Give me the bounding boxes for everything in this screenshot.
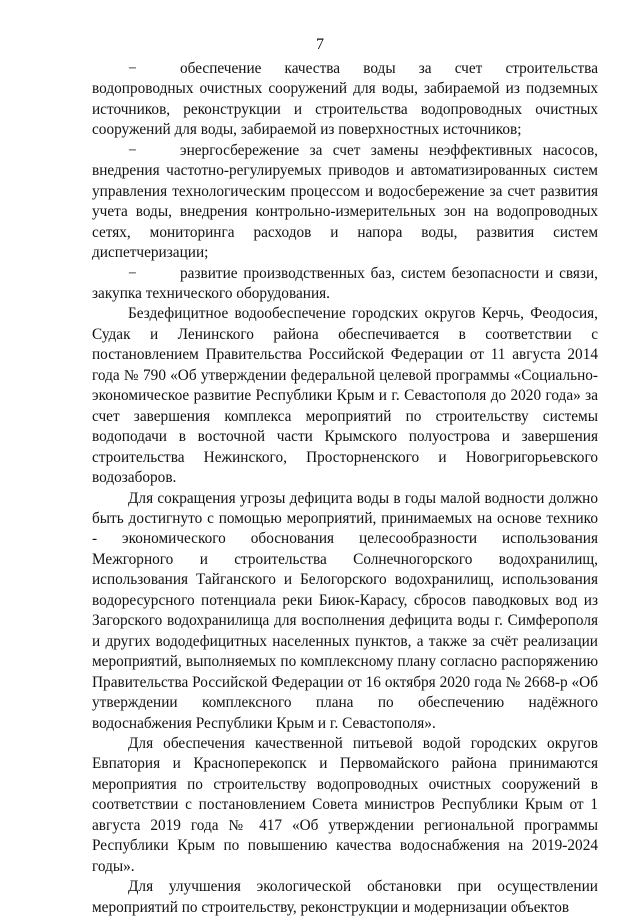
bullet-text: развитие производственных баз, систем безопасности и связи, закупка технического оборудования. bbox=[92, 264, 598, 302]
bullet-text: обеспечение качества воды за счет строительства водопроводных очистных сооружений для воды, забираемой из подземных источников, реконструкции и строительства водопроводных очистных сооружений для воды, забираемой из поверхностных источников; bbox=[92, 60, 598, 139]
document-body bbox=[92, 59, 598, 918]
dash-marker: − bbox=[128, 141, 137, 159]
page-number: 7 bbox=[316, 36, 324, 53]
paragraph: Для сокращения угрозы дефицита воды в годы малой водности должно быть достигнуто с помощью мероприятий, принимаемых на основе технико - экономического обоснования целесообразности использования Межгорного и строительства Солнечногорского водохранилищ, использования Тайганского и Белогорского водохранилищ, использования водоресурсного потенциала реки Биюк-Карасу, сбросов паводковых вод из Загорского водохранилища для восполнения дефицита воды г. Симферополя и других вододефицитных населенных пунктов, а также за счёт реализации мероприятий, выполняемых по комплексному плану согласно распоряжению Правительства Российской Федерации от 16 октября 2020 года № 2668-р «Об утверждении комплексного плана по обеспечению надёжного водоснабжения Республики Крым и г. Севастополя». bbox=[92, 489, 598, 732]
paragraph: Бездефицитное водообеспечение городских округов Керчь, Феодосия, Судак и Ленинского района обеспечивается в соответствии с постановлением Правительства Российской Федерации от 11 августа 2014 года № 790 «Об утверждении федеральной целевой программы «Социально-экономическое развитие Республики Крым и г. Севастополя до 2020 года» за счет завершения комплекса мероприятий по строительству системы водоподачи в восточной части Крымского полуострова и завершения строительства Нежинского, Просторненского и Новогригорьевского водозаборов. bbox=[92, 305, 598, 487]
dash-marker: − bbox=[128, 264, 137, 282]
bullet-item bbox=[92, 59, 598, 141]
dash-marker: − bbox=[128, 60, 137, 77]
bullet-item bbox=[92, 264, 598, 305]
paragraph: Для обеспечения качественной питьевой водой городских округов Евпатория и Красноперекопск и Первомайского района принимаются мероприятия по строительству водопроводных очистных сооружений в соответствии с постановлением Совета министров Республики Крым от 1 августа 2019 года № 417 «Об утверждении региональной программы Республики Крым по повышению качества водоснабжения на 2019-2024 годы». bbox=[92, 734, 598, 875]
paragraph: Для улучшения экологической обстановки при осуществлении мероприятий по строительству, реконструкции и модернизации объектов bbox=[92, 878, 598, 916]
bullet-item bbox=[92, 141, 598, 264]
bullet-text: энергосбережение за счет замены неэффективных насосов, внедрения частотно-регулируемых приводов и автоматизированных систем управления технологическим процессом и водосбережение за счет развития учета воды, внедрения контрольно-измерительных зон на водопроводных сетях, мониторинга расходов и напора воды, развития систем диспетчеризации; bbox=[92, 141, 598, 262]
